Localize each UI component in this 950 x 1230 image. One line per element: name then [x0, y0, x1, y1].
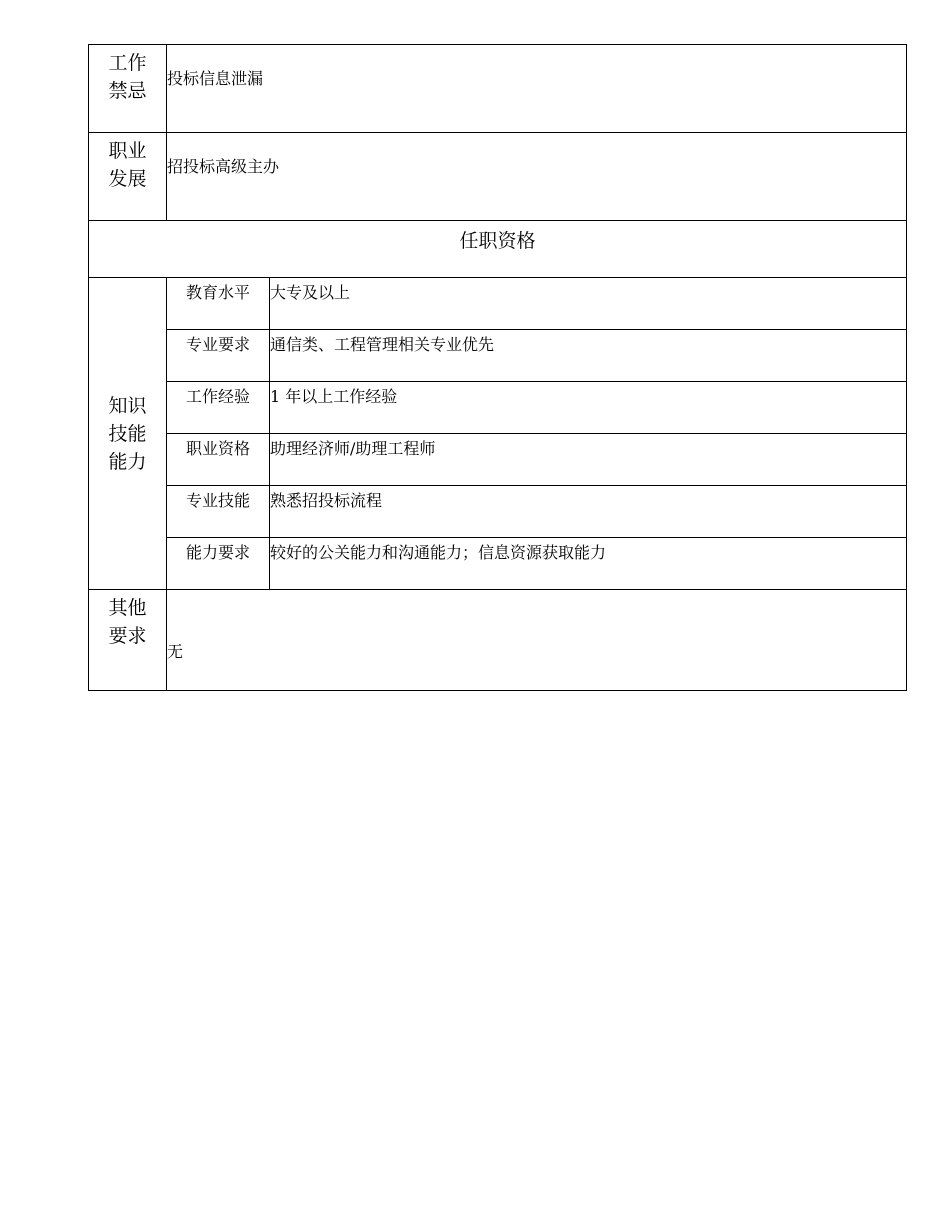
education-value: 大专及以上 — [270, 278, 907, 330]
knowledge-row — [89, 330, 907, 382]
experience-label: 工作经验 — [167, 382, 270, 434]
other-row — [89, 590, 907, 691]
experience-value: 1 年以上工作经验 — [270, 382, 907, 434]
knowledge-row — [89, 434, 907, 486]
qualifications-title: 任职资格 — [89, 221, 907, 278]
certification-value: 助理经济师/助理工程师 — [270, 434, 907, 486]
certification-label: 职业资格 — [167, 434, 270, 486]
major-value: 通信类、工程管理相关专业优先 — [270, 330, 907, 382]
career-value: 招投标高级主办 — [167, 133, 907, 221]
other-value: 无 — [167, 590, 907, 691]
education-label: 教育水平 — [167, 278, 270, 330]
skills-label: 专业技能 — [167, 486, 270, 538]
taboo-label: 工作 禁忌 — [89, 45, 167, 133]
ability-value: 较好的公关能力和沟通能力；信息资源获取能力 — [270, 538, 907, 590]
knowledge-row — [89, 382, 907, 434]
major-label: 专业要求 — [167, 330, 270, 382]
career-row — [89, 133, 907, 221]
knowledge-label: 知识 技能 能力 — [89, 278, 167, 590]
skills-value: 熟悉招投标流程 — [270, 486, 907, 538]
ability-label: 能力要求 — [167, 538, 270, 590]
other-label: 其他 要求 — [89, 590, 167, 691]
knowledge-row — [89, 486, 907, 538]
knowledge-row — [89, 538, 907, 590]
knowledge-row — [89, 278, 907, 330]
qualifications-title-row — [89, 221, 907, 278]
job-description-table — [88, 44, 907, 691]
taboo-value: 投标信息泄漏 — [167, 45, 907, 133]
taboo-row — [89, 45, 907, 133]
career-label: 职业 发展 — [89, 133, 167, 221]
